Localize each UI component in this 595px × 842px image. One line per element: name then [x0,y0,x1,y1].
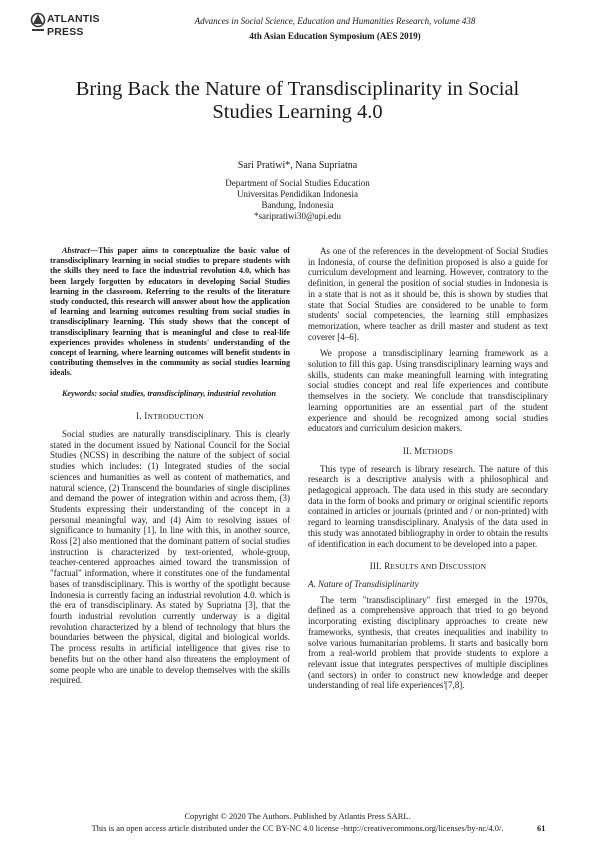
logo-text-atlantis: ATLANTIS [47,13,100,25]
section-heading-results [308,561,548,573]
affiliation-university: Universitas Pendidikan Indonesia [237,189,358,199]
atlantis-press-logo [30,12,108,42]
paragraph-references-context: As one of the references in the development of Social Studies in Indonesia, of course the definition proposed is also a guide for curriculum development and learning. However, contratory to the definition, in general the position of social studies in Indonesia is in a state that is not as it should be, this is shown by studies that state that Social Studies are considered to be unable to form students' social competencies, the learning still emphasizes memorization, where teacher as drill master and student as text coverer [4–6]. [308,246,548,342]
abstract-label: Abstract [62,246,90,255]
abstract-text: —This paper aims to conceptualize the basic value of transdisciplinary learning in social studies to prepare students with the skills they need to face the industrial revolution 4.0, which has been largely forgotten by educators in developing Social Studies learning in the classroom. Referring to the results of the literature study conducted, this research will answer about how the application of learning and learning outcomes resulting from social studies in transdisciplinary learning. This study shows that the concept of transdisciplinary learning that is meaningful and close to real-life experiences provides wholeness in students' understanding of the concept of learning, where learning outcomes will benefit students in contributing themselves in the community as social studies learning ideals. [50,246,290,378]
authors: Sari Pratiwi*, Nana Supriatna [237,160,358,171]
right-column [308,246,548,691]
paragraph-results: The term "transdisciplinary" first emerged in the 1970s, defined as a comprehensive approach that tried to go beyond incorporating existing disciplinary approaches to create new frameworks, synthesis, that creates inequalities and inability to solve various humanitarian problems. It starts and basically born from a real-world problem that provide students to explore a relevant issue that integrates perspectives of multiple disciplines (and sectors) in order to construct new knowledge and deeper understanding of real life experiences'[7,8]. [308,594,548,691]
affiliation-department: Department of Social Studies Education [225,178,370,188]
section-heading-methods [308,446,548,458]
atlantis-logo-icon [30,12,46,38]
section-initial: M [414,445,423,456]
paragraph-introduction: Social studies are naturally transdisciplinary. This is clearly stated in the document issued by National Council for the Social Studies (NCSS) in describing the nature of the subject of social studies which includes: (1) Integrated studies of the social sciences and humanities as well as content of mathematics, and natural science, (2) Transcend the boundaries of single disciplines and demand the power of integration within and across them, (3) Students expressing their understanding of the concept in a personal meaningful way, and (4) Aim to resolving issues of significance to humanity [1]. In line with this, in another source, Ross [2] also mentioned that the dominant pattern of social studies instruction is characterized by text-oriented, whole-group, teacher-centered approaches aimed toward the transmission of "factual" information, where it constitutes one of the fundamental bases of transdisciplinary. This is worthy of the spotlight because Indonesia is currently facing an industrial revolution 4.0. which is the era of transdisciplinary. As stated by Supriatna [3], that the fourth industrial revolution currently underway is a digital revolution characterized by a blend of technology that blurs the boundaries between the physical, digital and biological worlds. The process results in artificial intelligence that gives rise to benefits but on the other hand also threatens the employment of some people who are unable to develop themselves with the skills required. [50,429,290,686]
footer-copyright: Copyright © 2020 The Authors. Published by Atlantis Press SARL. [184,812,411,821]
title-line-1: Bring Back the Nature of Transdisciplinarity in Social [75,78,520,100]
footer-license: This is an open access article distributed under the CC BY-NC 4.0 license -http://creativecommons.org/licenses/by-nc/4.0/. [91,824,504,833]
title-line-2: Studies Learning 4.0 [212,101,383,123]
keywords: Keywords: social studies, transdisciplinary, industrial revolution [62,388,276,398]
section-rest: NTRODUCTION [147,412,204,422]
affiliation-city: Bandung, Indonesia [261,200,334,210]
affiliation-email: *saripratiwi30@upi.edu [253,211,342,221]
section-rest: ETHODS [422,446,454,456]
section-heading-introduction [50,411,290,423]
left-column [50,246,290,686]
paper-title [30,78,565,124]
paragraph-methods: This type of research is library research. The nature of this research is a descriptive analysis with a philosophical and pedagogical approach. The data used in this study are secondary data in the form of books and primary or original scientific reports contained in articles or journals (printed and / or non-printed) with regard to learning transdisciplinary. Analysis of the data used in this study was annotated bibliography in order to obtain the results of identification in each document to be developed into a paper. [308,463,548,549]
section-initial: R [384,561,391,572]
subsection-heading-a: A. Nature of Transdisiplinarity [308,578,419,589]
conference-name: 4th Asian Education Symposium (AES 2019) [249,31,421,41]
section-initial-2: D [439,561,446,572]
abstract [50,246,290,379]
section-initial: I [144,411,148,422]
section-number: I. [136,411,142,422]
affiliation [100,178,495,222]
section-number: II. [402,445,412,456]
logo-text-press: PRESS [47,26,84,38]
page-number: 61 [537,824,546,833]
section-rest-2: ISCUSSION [445,562,487,572]
journal-name: Advances in Social Science, Education and Humanities Research, volume 438 [194,16,476,26]
section-number: III. [369,561,382,572]
paragraph-proposal: We propose a transdisciplinary learning framework as a solution to fill this gap. Using transdisciplinary learning ways and skills, students can make meaningfull learning with integrating social studies concept and real life experiences and contibute themselves in the society. We conclude that transdisciplinary learning opportunities are an essential part of the student experience and should be recognized among social studies educators and curriculum desicion makers. [308,348,548,434]
section-rest: ESULTS AND [390,562,440,572]
